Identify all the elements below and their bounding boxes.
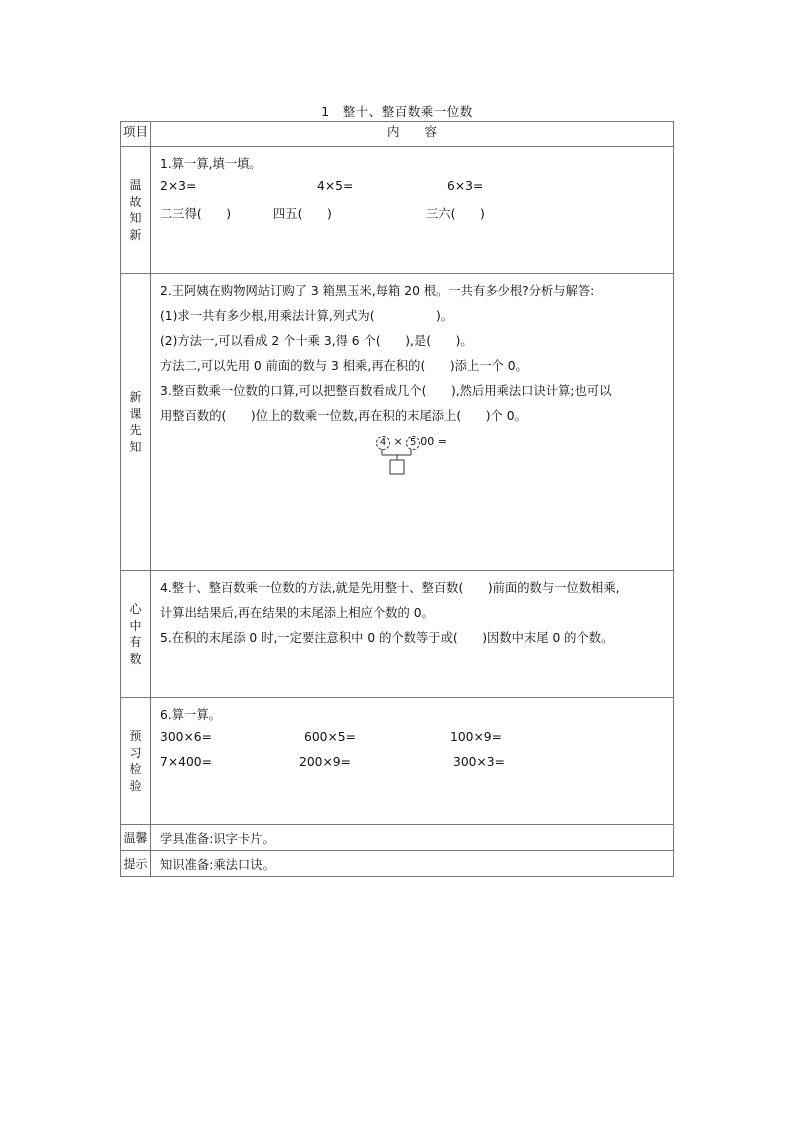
- header-content: 内 容: [151, 122, 674, 147]
- question-5: 5.在积的末尾添 0 时,一定要注意积中 0 的个数等于或( )因数中末尾 0 的个数。: [160, 631, 614, 645]
- calc-2: 600×5=: [304, 730, 356, 744]
- question-6: 6.算一算。: [160, 708, 221, 722]
- section-xinke: [121, 274, 674, 571]
- label-char: 中: [129, 618, 142, 633]
- fill-1: 二三得( ): [160, 207, 232, 221]
- question-2-part-1: (1)求一共有多少根,用乘法计算,列式为( )。: [160, 309, 454, 323]
- times-sign: ×: [393, 435, 403, 448]
- section-label-xinzhong: [121, 571, 151, 698]
- tips-label-1: 温馨: [121, 825, 151, 851]
- label-char: 故: [129, 194, 142, 209]
- label-char: 新: [129, 227, 142, 242]
- question-2: 2.王阿姨在购物网站订购了 3 箱黑玉米,每箱 20 根。一共有多少根?分析与解答:: [160, 284, 595, 298]
- worksheet-table: [120, 121, 674, 877]
- calc-3: 100×9=: [450, 730, 502, 744]
- label-char: 知: [129, 211, 142, 225]
- question-2-part-2: (2)方法一,可以看成 2 个十乘 3,得 6 个( ),是( )。: [160, 334, 473, 348]
- label-char: 知: [129, 439, 142, 454]
- digit-circle-a: 4: [376, 436, 390, 450]
- table-header-row: [121, 122, 674, 147]
- tips-row-2: [121, 851, 674, 877]
- section-label-xinke: [121, 274, 151, 571]
- label-char: 心: [129, 602, 142, 616]
- header-item: 项目: [121, 122, 151, 147]
- section-content-yuxi: [151, 698, 674, 825]
- section-content-xinzhong: [151, 571, 674, 698]
- digit-circle-b: 5: [406, 436, 420, 450]
- answer-box: [390, 460, 404, 474]
- page-title: 1 整十、整百数乘一位数: [321, 104, 473, 119]
- equation-1: 2×3=: [160, 179, 197, 193]
- label-char: 先: [129, 423, 142, 437]
- fill-2: 四五( ): [273, 207, 332, 221]
- calc-4: 7×400=: [160, 755, 212, 769]
- multiplication-diagram: [376, 435, 466, 485]
- equation-3: 6×3=: [447, 179, 484, 193]
- question-3-cont: 用整百数的( )位上的数乘一位数,再在积的末尾添上( )个 0。: [160, 409, 527, 423]
- question-3: 3.整百数乘一位数的口算,可以把整百数看成几个( ),然后用乘法口诀计算;也可以: [160, 384, 612, 398]
- question-1: 1.算一算,填一填。: [160, 157, 262, 171]
- label-char: 课: [129, 406, 142, 421]
- label-char: 温: [129, 178, 142, 192]
- section-label-yuxi: [121, 698, 151, 825]
- bracket-lines: [376, 447, 436, 483]
- label-char: 数: [129, 651, 142, 666]
- label-char: 新: [129, 390, 142, 404]
- section-yuxi: [121, 698, 674, 825]
- calc-5: 200×9=: [299, 755, 351, 769]
- calc-6: 300×3=: [453, 755, 505, 769]
- tips-knowledge: 知识准备:乘法口诀。: [151, 851, 674, 877]
- section-label-wengu: [121, 147, 151, 274]
- section-wengu: [121, 147, 674, 274]
- question-4: 4.整十、整百数乘一位数的方法,就是先用整十、整百数( )前面的数与一位数相乘,: [160, 581, 620, 595]
- calc-1: 300×6=: [160, 730, 212, 744]
- label-char: 验: [129, 778, 142, 793]
- question-2-method-2: 方法二,可以先用 0 前面的数与 3 相乘,再在积的( )添上一个 0。: [160, 359, 528, 373]
- section-content-wengu: [151, 147, 674, 274]
- equation-2: 4×5=: [317, 179, 354, 193]
- section-xinzhong: [121, 571, 674, 698]
- label-char: 检: [129, 762, 142, 776]
- tips-label-2: 提示: [121, 851, 151, 877]
- question-4-cont: 计算出结果后,再在结果的末尾添上相应个数的 0。: [160, 606, 434, 620]
- tips-row-1: [121, 825, 674, 851]
- tips-tools: 学具准备:识字卡片。: [151, 825, 674, 851]
- zeros-equals: 00 =: [420, 435, 447, 448]
- label-char: 预: [129, 729, 142, 743]
- label-char: 有: [129, 635, 142, 649]
- fill-3: 三六( ): [426, 207, 485, 221]
- section-content-xinke: [151, 274, 674, 571]
- label-char: 习: [129, 745, 142, 760]
